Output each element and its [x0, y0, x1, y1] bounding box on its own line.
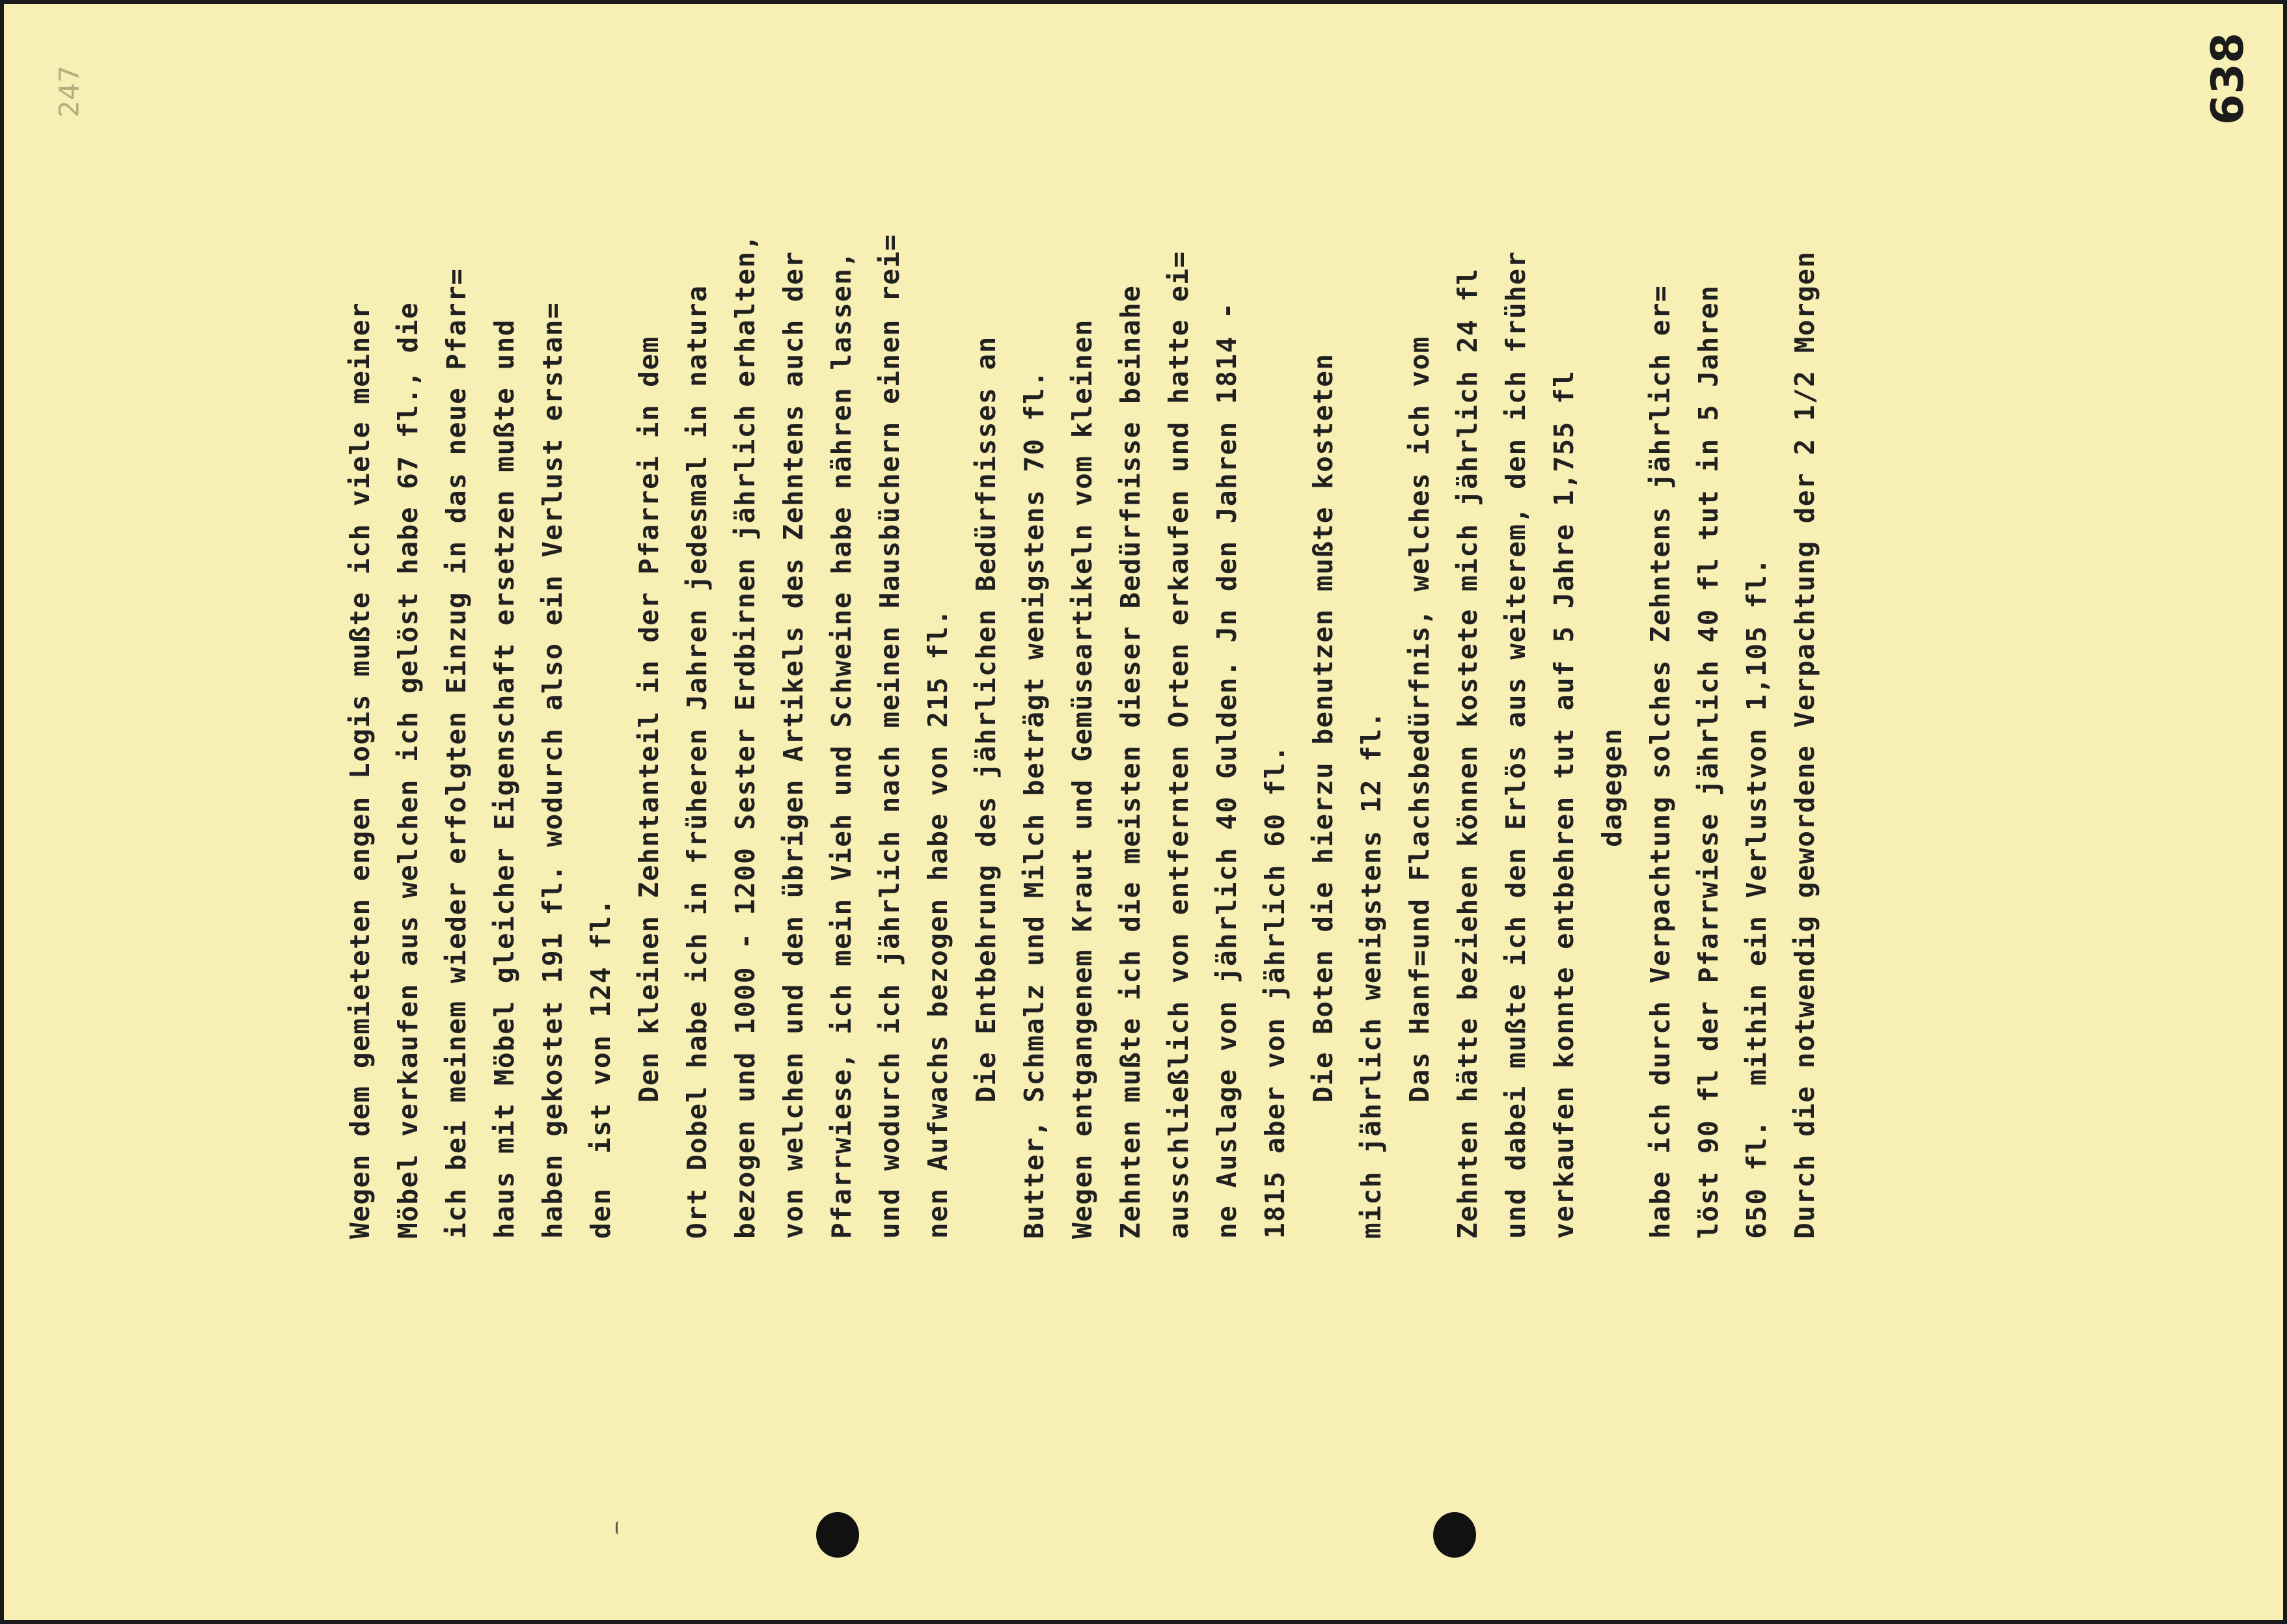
text-line: ne Auslage von jährlich 40 Gulden. Jn den Jahren 1814 - [1211, 301, 1242, 1239]
text-line: haus mit Möbel gleicher Eigenschaft ersetzen mußte und [489, 319, 520, 1239]
text-line: 650 fl. mithin ein Verlustvon 1,105 fl. [1741, 557, 1772, 1239]
text-line: Wegen dem gemieteten engen Logis mußte ich viele meiner [344, 301, 376, 1239]
text-line: nen Aufwachs bezogen habe von 215 fl. [922, 608, 953, 1239]
text-line: und wodurch ich jährlich nach meinen Hausbüchern einen rei= [874, 234, 905, 1239]
text-line: bezogen und 1000 - 1200 Sester Erdbirnen jährlich erhalten, [730, 234, 761, 1239]
text-line: ausschließlich von entfernten Orten erkaufen und hatte ei= [1163, 250, 1194, 1239]
pencil-mark [616, 1521, 622, 1534]
text-line: mich jährlich wenigstens 12 fl. [1356, 710, 1387, 1239]
text-line: Zehnten hätte beziehen können kostete mich jährlich 24 fl [1452, 267, 1483, 1239]
margin-note: 247 [53, 65, 85, 118]
text-line: Die Entbehrung des jährlichen Bedürfnisses an [970, 336, 1002, 1239]
text-line: ich bei meinem wieder erfolgten Einzug in das neue Pfarr= [441, 267, 472, 1239]
page-number: 638 [2202, 33, 2254, 125]
text-line: Pfarrwiese, ich mein Vieh und Schweine habe nähren lassen, [826, 250, 857, 1239]
text-line: dagegen [1596, 727, 1628, 1239]
text-line: haben gekostet 191 fl. wodurch also ein Verlust erstan= [537, 301, 568, 1239]
text-line: Ort Dobel habe ich in früheren Jahren jedesmal in natura [681, 284, 713, 1239]
text-line: Zehnten mußte ich die meisten dieser Bedürfnisse beinahe [1115, 284, 1146, 1239]
document-page [4, 4, 2283, 1620]
typed-text-block [336, 42, 1829, 1239]
text-line: von welchen und den übrigen Artikels des Zehntens auch der [778, 250, 809, 1239]
text-line: den ist von 124 fl. [585, 898, 616, 1239]
text-line: 1815 aber von jährlich 60 fl. [1259, 744, 1291, 1239]
text-line: Durch die notwendig gewordene Verpachtung der 2 1/2 Morgen [1789, 250, 1820, 1239]
text-line: Den kleinen Zehntanteil in der Pfarrei in dem [633, 336, 664, 1239]
text-line: löst 90 fl der Pfarrwiese jährlich 40 fl tut in 5 Jahren [1693, 284, 1724, 1239]
text-line: Wegen entgangenem Kraut und Gemüseartikeln vom kleinen [1067, 319, 1098, 1239]
punch-hole [816, 1512, 859, 1558]
text-line: Möbel verkaufen aus welchen ich gelöst habe 67 fl., die [392, 301, 424, 1239]
text-line: und dabei mußte ich den Erlös aus weiterem, den ich früher [1500, 250, 1531, 1239]
text-line: habe ich durch Verpachtung solches Zehntens jährlich er= [1645, 284, 1676, 1239]
text-line: Das Hanf=und Flachsbedürfnis, welches ich vom [1404, 336, 1435, 1239]
text-line: verkaufen konnte entbehren tut auf 5 Jahre 1,755 fl [1548, 370, 1580, 1239]
text-line: Die Boten die hierzu benutzen mußte kosteten [1308, 353, 1339, 1239]
punch-hole [1433, 1512, 1476, 1558]
text-line: Butter, Schmalz und Milch beträgt wenigstens 70 fl. [1019, 370, 1050, 1239]
